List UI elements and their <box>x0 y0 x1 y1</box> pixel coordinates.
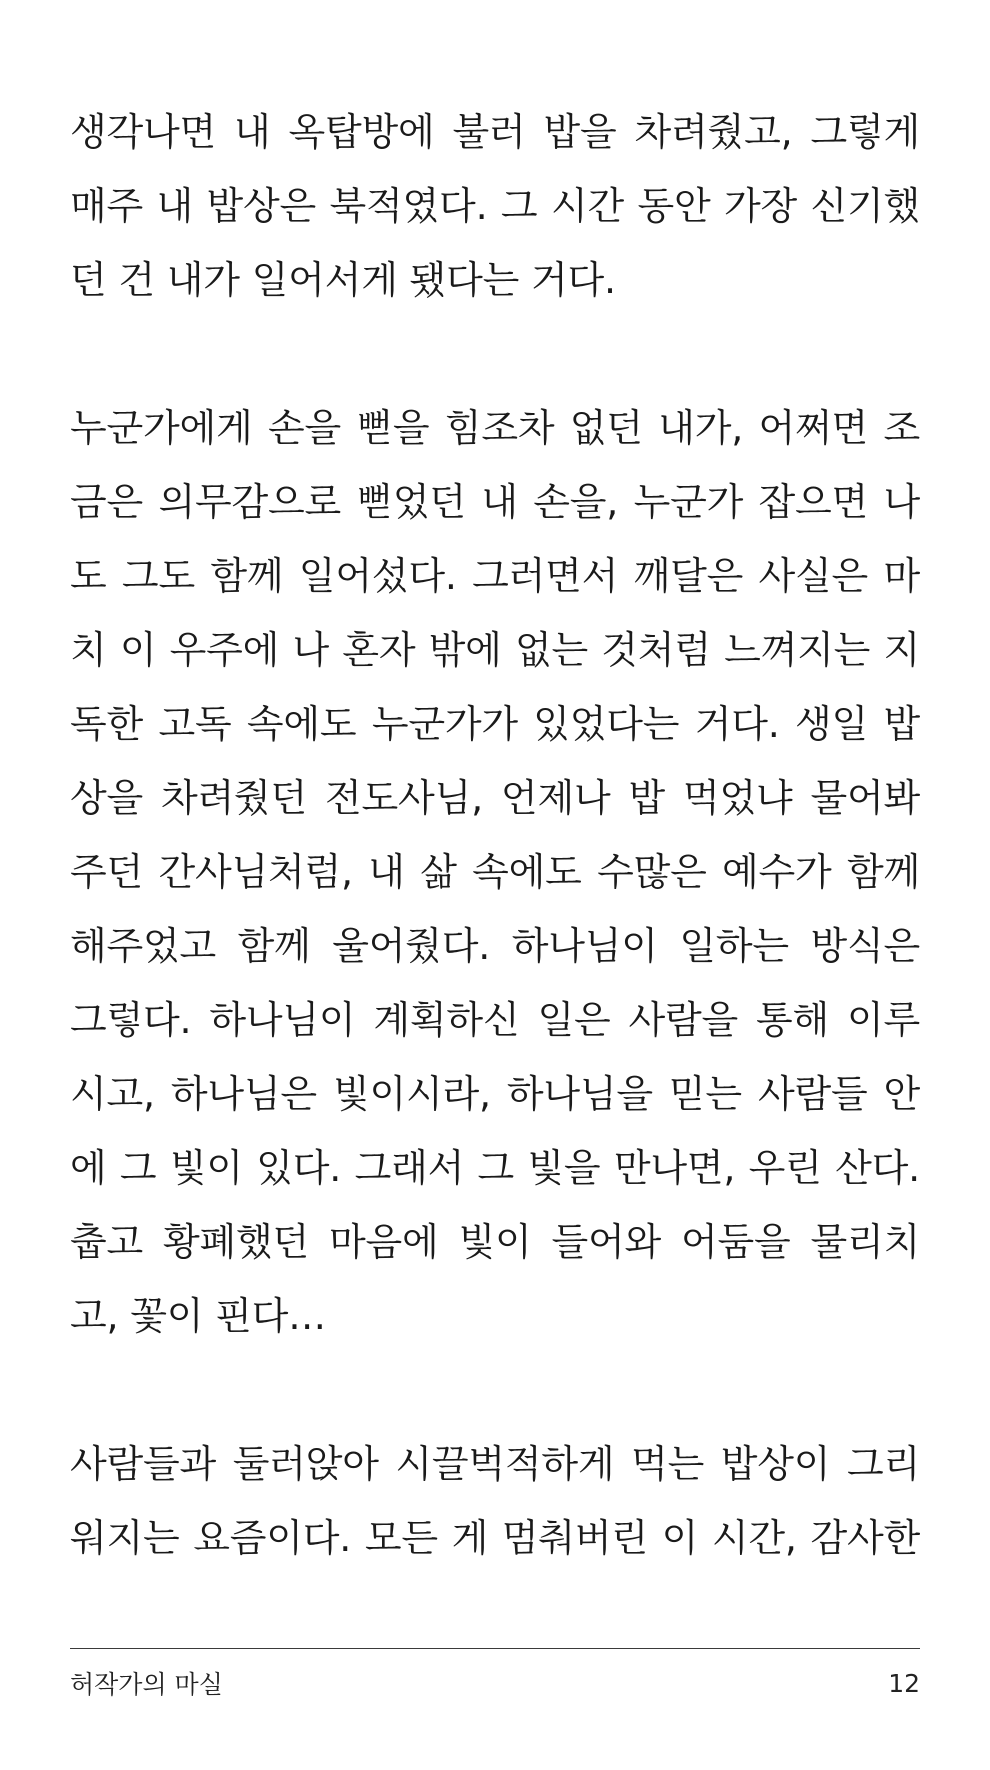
text-line: 상을 차려줬던 전도사님, 언제나 밥 먹었냐 물어봐 <box>70 776 920 820</box>
text-line: 주던 간사님처럼, 내 삶 속에도 수많은 예수가 함께 <box>70 850 920 894</box>
footer-divider <box>70 1648 920 1649</box>
paragraph-2 <box>70 391 920 1353</box>
text-line: 시고, 하나님은 빛이시라, 하나님을 믿는 사람들 안 <box>70 1072 920 1116</box>
paragraph-3 <box>70 1427 920 1575</box>
paragraph-1 <box>70 95 920 317</box>
text-line: 금은 의무감으로 뻗었던 내 손을, 누군가 잡으면 나 <box>70 480 920 524</box>
page-footer <box>70 1665 920 1701</box>
text-line: 그렇다. 하나님이 계획하신 일은 사람을 통해 이루 <box>70 998 920 1042</box>
text-line: 던 건 내가 일어서게 됐다는 거다. <box>70 258 616 302</box>
book-title: 허작가의 마실 <box>70 1670 223 1699</box>
text-line: 에 그 빛이 있다. 그래서 그 빛을 만나면, 우린 산다. <box>70 1146 920 1190</box>
text-line: 도 그도 함께 일어섰다. 그러면서 깨달은 사실은 마 <box>70 554 920 598</box>
text-line: 사람들과 둘러앉아 시끌벅적하게 먹는 밥상이 그리 <box>70 1442 920 1486</box>
text-line: 치 이 우주에 나 혼자 밖에 없는 것처럼 느껴지는 지 <box>70 628 920 672</box>
text-line: 워지는 요즘이다. 모든 게 멈춰버린 이 시간, 감사한 <box>70 1516 920 1560</box>
text-line: 누군가에게 손을 뻗을 힘조차 없던 내가, 어쩌면 조 <box>70 406 920 450</box>
text-line: 춥고 황폐했던 마음에 빛이 들어와 어둠을 물리치 <box>70 1220 920 1264</box>
text-line: 독한 고독 속에도 누군가가 있었다는 거다. 생일 밥 <box>70 702 920 746</box>
text-line: 해주었고 함께 울어줬다. 하나님이 일하는 방식은 <box>70 924 920 968</box>
text-line: 고, 꽃이 핀다… <box>70 1294 326 1338</box>
text-line: 생각나면 내 옥탑방에 불러 밥을 차려줬고, 그렇게 <box>70 110 920 154</box>
page-number: 12 <box>888 1668 920 1698</box>
text-line: 매주 내 밥상은 북적였다. 그 시간 동안 가장 신기했 <box>70 184 920 228</box>
page-body <box>70 95 920 1649</box>
